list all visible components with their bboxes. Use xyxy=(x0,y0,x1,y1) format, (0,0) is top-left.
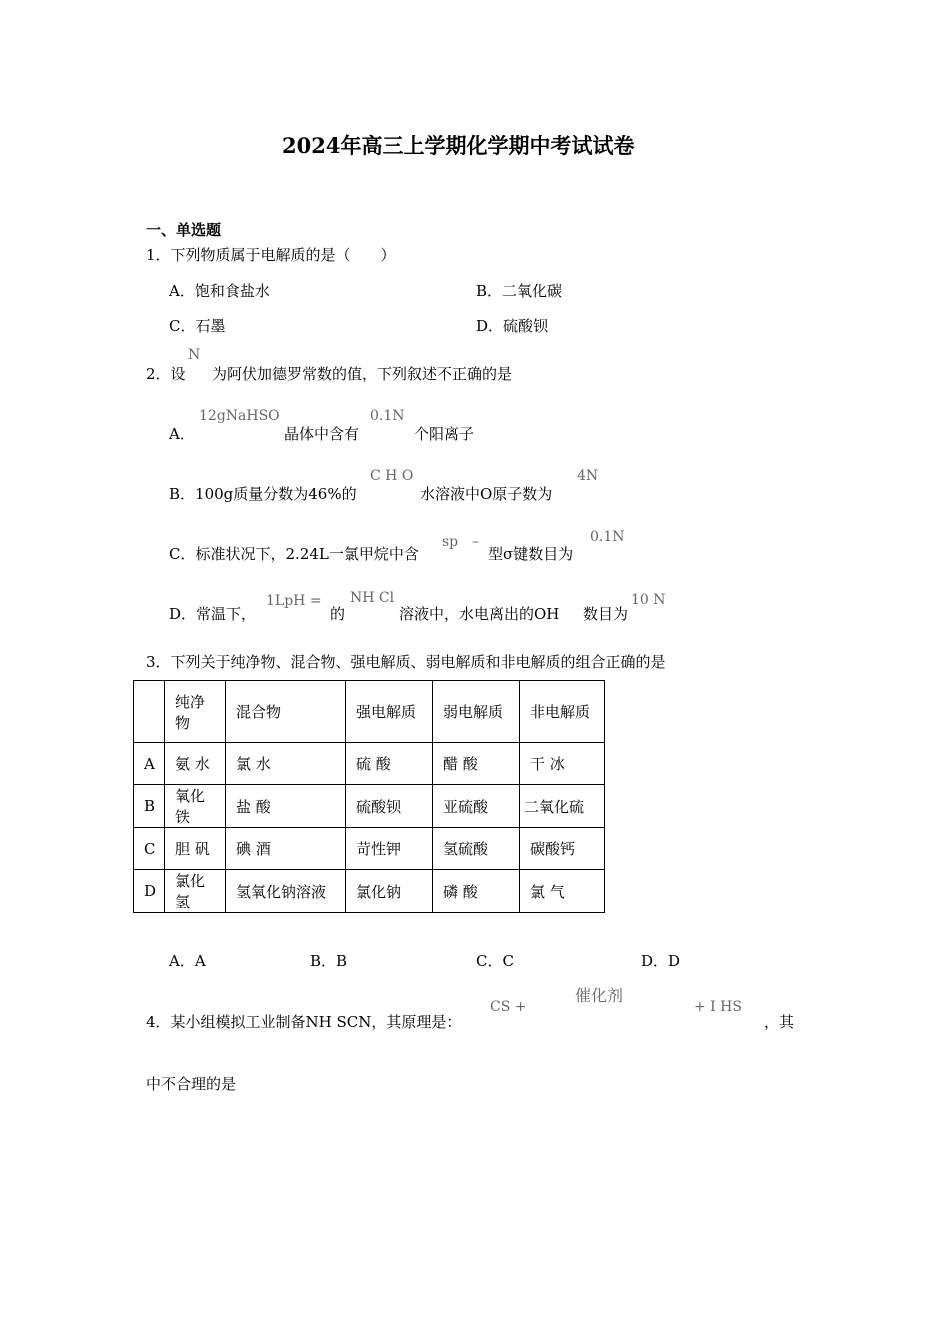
table-cell: 硫酸钡 xyxy=(346,785,433,828)
q2-option-a-text-1: 晶体中含有 xyxy=(284,425,360,443)
q1-option-a: A．饱和食盐水 xyxy=(169,282,270,300)
q2-option-d-text-4: 数目为 xyxy=(583,605,629,623)
q2-option-b-text-1: B．100g质量分数为46%的 xyxy=(169,485,357,503)
table-cell: B xyxy=(134,785,165,828)
q2-option-d-text-1: D．常温下， xyxy=(169,605,257,623)
table-cell: 盐 酸 xyxy=(226,785,346,828)
table-cell: 氯 水 xyxy=(226,743,346,785)
table-header-cell: 纯净物 xyxy=(165,681,226,743)
table-cell: 氧化铁 xyxy=(165,785,226,828)
q1-option-d: D．硫酸钡 xyxy=(476,317,549,335)
q2-option-d-formula-3: 10 N xyxy=(631,592,666,608)
question-2-stem-post: 为阿伏加德罗常数的值，下列叙述不正确的是 xyxy=(212,365,513,383)
table-row xyxy=(134,743,605,785)
q3-option-c: C．C xyxy=(476,952,514,970)
q2-option-b-formula-2: 4N xyxy=(577,468,599,484)
table-header-cell: 强电解质 xyxy=(346,681,433,743)
table-cell: D xyxy=(134,870,165,913)
question-4-stem-post: ，其 xyxy=(764,1013,795,1031)
table-row xyxy=(134,785,605,828)
q2-option-a-formula-1: 12gNaHSO xyxy=(199,408,280,424)
table-row xyxy=(134,828,605,870)
document-title: 2024年高三上学期化学期中考试试卷 xyxy=(282,133,635,158)
table-cell: 二氧化硫 xyxy=(520,785,605,828)
table-cell: 亚硫酸 xyxy=(433,785,520,828)
table-header-cell xyxy=(134,681,165,743)
table-cell: 胆 矾 xyxy=(165,828,226,870)
q2-option-c-formula-2: 0.1N xyxy=(590,529,625,545)
q1-option-b: B．二氧化碳 xyxy=(476,282,563,300)
q2-option-a-label: A． xyxy=(169,425,195,443)
q2-option-d-text-3: 溶液中，水电离出的OH xyxy=(399,605,560,623)
table-cell: 干 冰 xyxy=(520,743,605,785)
table-cell: 氯 气 xyxy=(520,870,605,913)
question-2-stem-pre: 2．设 xyxy=(146,365,186,383)
question-4-stem-cont: 中不合理的是 xyxy=(146,1075,237,1093)
q2-option-c-text-1: C．标准状况下，2.24L一氯甲烷中含 xyxy=(169,545,419,563)
table-cell: 苛性钾 xyxy=(346,828,433,870)
table-cell: 磷 酸 xyxy=(433,870,520,913)
table-row xyxy=(134,870,605,913)
table-cell: 氨 水 xyxy=(165,743,226,785)
q2-option-c-formula-1: sp – xyxy=(442,534,480,550)
q4-equation-right: + I HS xyxy=(694,999,742,1015)
q2-option-d-formula-1: 1LpH = xyxy=(266,593,322,609)
table-cell: 氯化氢 xyxy=(165,870,226,913)
table-cell: 硫 酸 xyxy=(346,743,433,785)
table-cell: 碳酸钙 xyxy=(520,828,605,870)
section-heading: 一、单选题 xyxy=(146,221,222,239)
table-header-row xyxy=(134,681,605,743)
q2-option-a-formula-2: 0.1N xyxy=(370,408,405,424)
q3-option-a: A．A xyxy=(169,952,206,970)
table-cell: 醋 酸 xyxy=(433,743,520,785)
classification-table xyxy=(133,680,605,913)
q2-option-b-text-2: 水溶液中O原子数为 xyxy=(420,485,553,503)
table-header-cell: 混合物 xyxy=(226,681,346,743)
q2-option-b-formula-1: C H O xyxy=(370,468,414,484)
question-1-stem: 1．下列物质属于电解质的是（ ） xyxy=(146,246,396,264)
table-cell: 碘 酒 xyxy=(226,828,346,870)
q2-option-a-text-2: 个阳离子 xyxy=(414,425,475,443)
table-header-cell: 非电解质 xyxy=(520,681,605,743)
q4-equation-left: CS + xyxy=(490,999,527,1015)
question-3-stem: 3．下列关于纯净物、混合物、强电解质、弱电解质和非电解质的组合正确的是 xyxy=(146,653,666,671)
q4-catalyst-label: 催化剂 xyxy=(575,986,624,1005)
table-cell: A xyxy=(134,743,165,785)
table-cell: C xyxy=(134,828,165,870)
q2-option-c-text-2: 型σ键数目为 xyxy=(488,545,574,563)
question-4-stem-pre: 4．某小组模拟工业制备NH SCN，其原理是： xyxy=(146,1013,462,1031)
table-cell: 氢氧化钠溶液 xyxy=(226,870,346,913)
q2-option-d-formula-2: NH Cl xyxy=(350,590,395,606)
table-cell: 氢硫酸 xyxy=(433,828,520,870)
table-cell: 氯化钠 xyxy=(346,870,433,913)
q2-formula-na: N xyxy=(188,347,201,363)
q3-option-b: B．B xyxy=(310,952,348,970)
table-header-cell: 弱电解质 xyxy=(433,681,520,743)
q3-option-d: D．D xyxy=(641,952,681,970)
q1-option-c: C．石墨 xyxy=(169,317,226,335)
q2-option-d-text-2: 的 xyxy=(330,605,346,623)
